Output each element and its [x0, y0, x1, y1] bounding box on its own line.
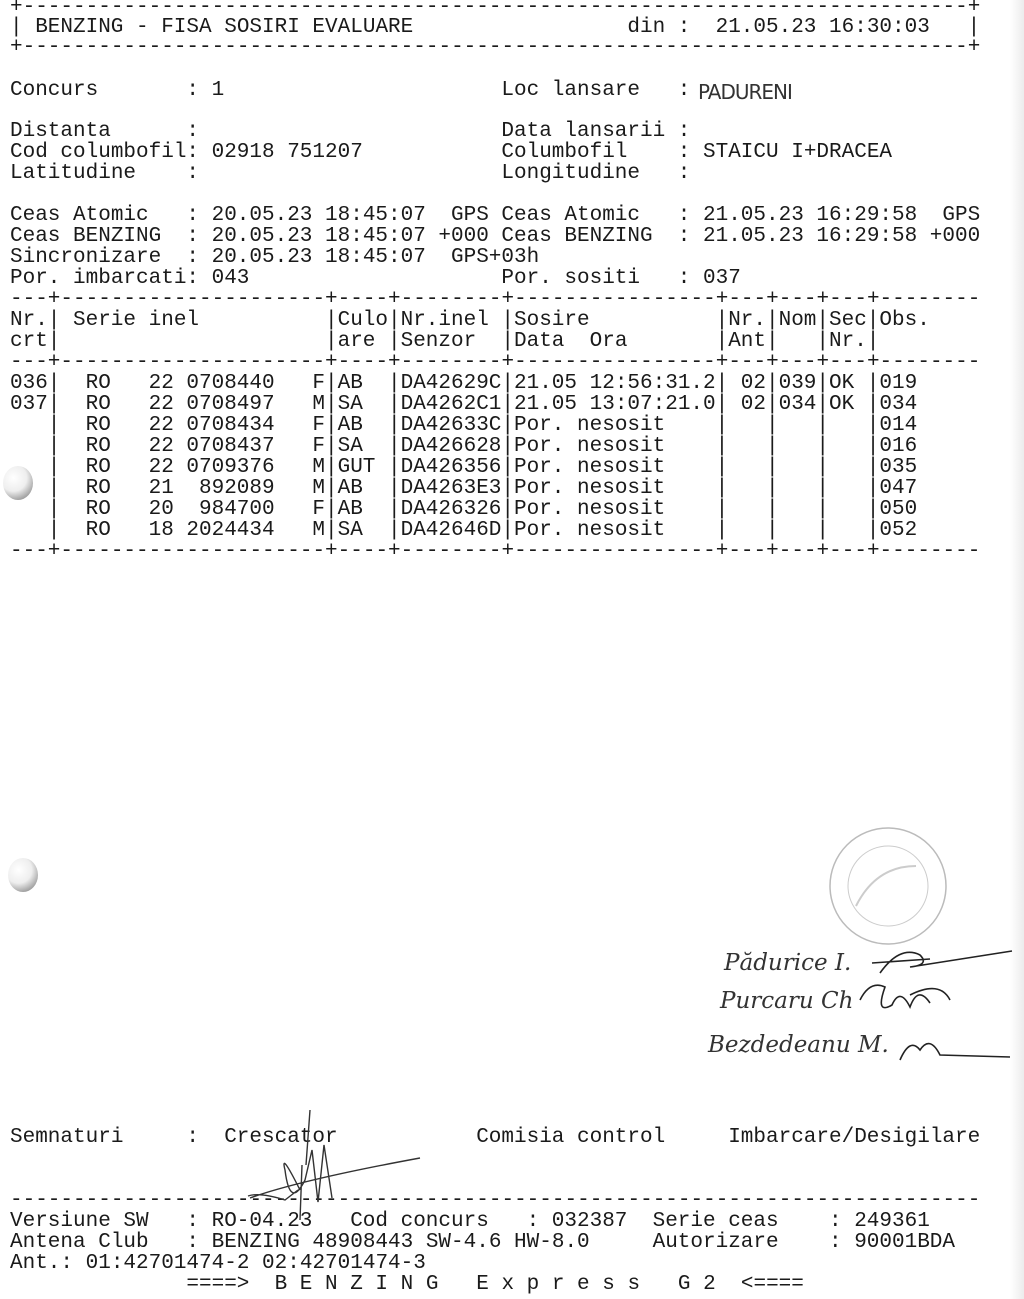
separator: | [715, 372, 729, 395]
cell-sex: M [312, 456, 325, 479]
separator: | [816, 435, 829, 458]
cell-crt: 037 [10, 393, 48, 416]
separator: | [501, 330, 514, 353]
separator: | [47, 393, 61, 416]
cell-color: AB [337, 414, 363, 437]
separator: | [766, 435, 779, 458]
date-label: din : [627, 16, 691, 39]
separator: | [47, 498, 61, 521]
separator: | [816, 372, 829, 395]
column-header: Nr. [10, 309, 48, 332]
separator: | [766, 477, 779, 500]
cell-sex: M [312, 477, 325, 500]
column-header: Nom [778, 309, 817, 332]
separator: | [816, 456, 829, 479]
separator: | [816, 330, 829, 353]
column-header: Senzor [400, 330, 477, 353]
cell-country: RO [85, 393, 111, 416]
separator: | [325, 435, 338, 458]
separator: | [766, 414, 779, 437]
cell-arrival: Por. nesosit [514, 414, 666, 437]
separator: | [501, 519, 514, 542]
separator: | [47, 330, 61, 353]
cell-sensor: DA42629C [400, 372, 502, 395]
cell-obs: 014 [879, 414, 918, 437]
separator: | [816, 393, 829, 416]
cell-year: 21 [148, 477, 174, 500]
separator: | [325, 309, 338, 332]
field-value: STAICU I+DRACEA [703, 141, 893, 164]
separator: : [677, 204, 691, 227]
separator: | [47, 309, 61, 332]
cell-color: SA [337, 519, 363, 542]
cell-color: SA [337, 393, 363, 416]
clock-suffix: GPS+03h [438, 246, 540, 269]
clock-suffix: GPS [929, 204, 981, 227]
cell-sensor: DA42633C [400, 414, 502, 437]
separator: | [766, 330, 779, 353]
separator: | [967, 16, 981, 39]
report-date: 21.05.23 16:30:03 [715, 16, 930, 39]
cell-nom: 034 [778, 393, 817, 416]
cell-color: AB [337, 372, 363, 395]
field-value: 043 [211, 267, 250, 290]
separator: : [677, 79, 691, 102]
cell-country: RO [85, 372, 111, 395]
separator: | [816, 498, 829, 521]
cell-country: RO [85, 456, 111, 479]
separator: | [866, 456, 880, 479]
handwritten-name-1: Pădurice I. [724, 950, 852, 976]
cell-obs: 035 [879, 456, 918, 479]
field-value: BENZING 48908443 SW-4.6 HW-8.0 [211, 1231, 590, 1254]
cell-ring-number: 984700 [199, 498, 275, 521]
separator: | [715, 456, 729, 479]
field-label: Latitudine [10, 162, 137, 185]
cell-sex: F [312, 372, 325, 395]
separator: ----------------------------------------------------------------------------- [10, 1189, 981, 1212]
separator: : [186, 162, 199, 185]
separator: | [766, 456, 779, 479]
separator: ---+---------------------+----+--------+----------------+---+---+---+-------- [10, 351, 981, 374]
separator: | [47, 414, 61, 437]
separator: | [47, 435, 61, 458]
column-header: crt [10, 330, 48, 353]
separator: | [766, 309, 779, 332]
field-label: Antena Club [10, 1231, 149, 1254]
clock-value: 21.05.23 16:29:58 [703, 204, 918, 227]
separator: : [186, 246, 199, 269]
column-header: Nr. [728, 309, 766, 332]
clock-suffix: GPS [438, 204, 489, 227]
cell-arrival: Por. nesosit [514, 498, 666, 521]
separator: | [388, 477, 401, 500]
cell-sensor: DA426628 [400, 435, 502, 458]
separator: | [866, 372, 880, 395]
separator: | [325, 330, 338, 353]
column-header: Serie inel [73, 309, 200, 332]
separator: | [816, 477, 829, 500]
column-header: Sosire [514, 309, 590, 332]
separator: | [866, 477, 880, 500]
separator: : [677, 225, 691, 248]
cell-year: 22 [148, 414, 174, 437]
cell-year: 18 [148, 519, 174, 542]
column-header: Nr. [829, 330, 867, 353]
field-label: Concurs [10, 79, 99, 102]
field-value: RO-04.23 [211, 1210, 313, 1233]
separator: : [829, 1210, 842, 1233]
separator: | [715, 477, 729, 500]
separator: | [816, 414, 829, 437]
field-label: Loc lansare [501, 79, 641, 102]
field-label: Semnaturi [10, 1126, 124, 1149]
field-label: Cod concurs [350, 1210, 489, 1233]
separator: | [715, 498, 729, 521]
cell-ring-number: 0708434 [186, 414, 275, 437]
cell-arrival: Por. nesosit [514, 477, 666, 500]
separator: | [501, 435, 514, 458]
separator: | [866, 498, 880, 521]
signature-label-boarding: Imbarcare/Desigilare [728, 1126, 981, 1149]
separator: | [388, 519, 401, 542]
antenna-line: Ant.: 01:42701474-2 02:42701474-3 [10, 1252, 426, 1275]
field-label: Autorizare [652, 1231, 779, 1254]
separator: : [677, 120, 691, 143]
clock-suffix: +000 [929, 225, 981, 248]
cell-antenna: 02 [740, 393, 767, 416]
cell-sex: F [312, 498, 325, 521]
field-label: Serie ceas [652, 1210, 779, 1233]
separator: : [186, 1210, 199, 1233]
clock-label: Ceas Atomic [10, 204, 149, 227]
column-header: Culo [337, 309, 389, 332]
cell-arrival: Por. nesosit [514, 435, 666, 458]
separator: : [186, 204, 199, 227]
cell-color: AB [337, 498, 363, 521]
signature-label-committee: Comisia control [476, 1126, 666, 1149]
cell-sensor: DA426326 [400, 498, 502, 521]
separator: | [325, 498, 338, 521]
report-title: BENZING - FISA SOSIRI EVALUARE [35, 16, 414, 39]
column-header: Ant [728, 330, 766, 353]
clock-value: 21.05.23 16:29:58 [703, 225, 918, 248]
separator: : [829, 1231, 842, 1254]
separator: : [186, 1231, 199, 1254]
cell-sensor: DA426356 [400, 456, 502, 479]
separator: : [677, 141, 691, 164]
cell-obs: 019 [879, 372, 918, 395]
punch-hole [3, 466, 33, 500]
cell-sex: F [312, 435, 325, 458]
cell-arrival: Por. nesosit [514, 519, 666, 542]
cell-arrival: 21.05 12:56:31.2 [514, 372, 716, 395]
cell-ring-number: 0708497 [186, 393, 275, 416]
separator: | [766, 498, 779, 521]
cell-year: 22 [148, 393, 174, 416]
separator: +---------------------------------------------------------------------------+ [10, 36, 981, 59]
separator: : [677, 267, 691, 290]
separator: | [325, 456, 338, 479]
separator: | [47, 519, 61, 542]
separator: | [766, 372, 779, 395]
cell-sensor: DA4262C1 [400, 393, 502, 416]
separator: ---+---------------------+----+--------+----------------+---+---+---+-------- [10, 540, 981, 563]
separator: | [388, 456, 401, 479]
cell-arrival: 21.05 13:07:21.0 [514, 393, 716, 416]
cell-sec: OK [829, 372, 855, 395]
separator: | [325, 519, 338, 542]
separator: : [186, 225, 199, 248]
separator: | [325, 393, 338, 416]
cell-nom: 039 [778, 372, 817, 395]
cell-ring-number: 0709376 [186, 456, 275, 479]
separator: : [186, 141, 199, 164]
separator: : [526, 1210, 540, 1233]
separator: | [501, 414, 514, 437]
separator: : [677, 162, 691, 185]
cell-obs: 047 [879, 477, 918, 500]
cell-sex: M [312, 393, 325, 416]
clock-label: Ceas BENZING [10, 225, 162, 248]
separator: | [501, 456, 514, 479]
separator: | [47, 477, 61, 500]
clock-label: Sincronizare [10, 246, 162, 269]
signature-label-breeder: Crescator [224, 1126, 338, 1149]
separator: | [866, 435, 880, 458]
clock-label: Ceas Atomic [501, 204, 641, 227]
clock-label: Ceas BENZING [501, 225, 653, 248]
separator: | [388, 309, 401, 332]
field-label: Longitudine [501, 162, 641, 185]
banner-text: ====> B E N Z I N G E x p r e s s G 2 <==== [186, 1273, 804, 1296]
column-header: Data Ora [514, 330, 628, 353]
field-label: Por. sositi [501, 267, 641, 290]
field-value: 1 [211, 79, 225, 102]
breeder-signature [240, 1110, 440, 1220]
cell-antenna: 02 [740, 372, 767, 395]
separator: | [866, 330, 880, 353]
cell-country: RO [85, 498, 111, 521]
cell-country: RO [85, 435, 111, 458]
cell-ring-number: 0708440 [186, 372, 275, 395]
handwritten-name-3: Bezdedeanu M. [708, 1032, 889, 1058]
separator: | [501, 498, 514, 521]
field-value: 249361 [854, 1210, 930, 1233]
clock-value: 20.05.23 18:45:07 [211, 225, 426, 248]
field-value: 032387 [551, 1210, 628, 1233]
clock-value: 20.05.23 18:45:07 [211, 204, 426, 227]
cell-country: RO [85, 519, 111, 542]
separator: | [715, 393, 729, 416]
column-header: Nr.inel [400, 309, 489, 332]
field-value: 02918 751207 [211, 141, 363, 164]
separator: | [501, 477, 514, 500]
separator: | [866, 309, 880, 332]
cell-crt: 036 [10, 372, 48, 395]
column-header: Obs. [879, 309, 930, 332]
separator: | [766, 519, 779, 542]
separator: : [186, 267, 199, 290]
separator: : [186, 79, 199, 102]
separator: | [715, 330, 729, 353]
cell-year: 22 [148, 435, 174, 458]
cell-country: RO [85, 414, 111, 437]
field-label: Por. imbarcati [10, 267, 187, 290]
separator: | [325, 372, 338, 395]
separator: | [325, 477, 338, 500]
cell-ring-number: 892089 [199, 477, 275, 500]
cell-obs: 050 [879, 498, 918, 521]
separator: | [501, 309, 514, 332]
separator: | [715, 519, 729, 542]
column-header: are [337, 330, 376, 353]
cell-color: SA [337, 435, 363, 458]
cell-sec: OK [829, 393, 855, 416]
separator: | [47, 372, 61, 395]
cell-obs: 034 [879, 393, 918, 416]
cell-sex: M [312, 519, 325, 542]
cell-sensor: DA4263E3 [400, 477, 502, 500]
column-header: Sec [829, 309, 867, 332]
cell-country: RO [85, 477, 111, 500]
separator: | [715, 414, 729, 437]
separator: +---------------------------------------------------------------------------+ [10, 0, 981, 19]
cell-sex: F [312, 414, 325, 437]
separator: | [10, 16, 23, 39]
cell-arrival: Por. nesosit [514, 456, 666, 479]
separator: ---+---------------------+----+--------+----------------+---+---+---+-------- [10, 288, 981, 311]
handwritten-name-2: Purcaru Ch [720, 988, 854, 1014]
separator: | [866, 393, 880, 416]
cell-color: AB [337, 477, 363, 500]
cell-obs: 052 [879, 519, 918, 542]
cell-year: 22 [148, 456, 174, 479]
separator: | [388, 372, 401, 395]
separator: | [866, 519, 880, 542]
cell-obs: 016 [879, 435, 918, 458]
cell-year: 22 [148, 372, 174, 395]
handwritten-loc-lansare: PADURENI [698, 80, 792, 104]
field-label: Data lansarii [501, 120, 666, 143]
separator: | [388, 498, 401, 521]
separator: | [816, 519, 829, 542]
separator: | [388, 414, 401, 437]
committee-signatures [840, 925, 1020, 1065]
cell-sensor: DA42646D [400, 519, 502, 542]
separator: : [186, 1126, 199, 1149]
field-label: Columbofil [501, 141, 628, 164]
separator: | [715, 309, 729, 332]
field-label: Distanta [10, 120, 111, 143]
separator: | [715, 435, 729, 458]
cell-ring-number: 2024434 [186, 519, 275, 542]
scan-edge-shadow [1010, 0, 1024, 1299]
field-label: Cod columbofil [10, 141, 187, 164]
separator: | [47, 456, 61, 479]
separator: | [388, 330, 401, 353]
clock-suffix: +000 [438, 225, 489, 248]
field-value: 90001BDA [854, 1231, 956, 1254]
cell-ring-number: 0708437 [186, 435, 275, 458]
separator: | [501, 372, 514, 395]
cell-year: 20 [148, 498, 174, 521]
punch-hole [8, 858, 38, 892]
cell-color: GUT [337, 456, 376, 479]
separator: : [186, 120, 199, 143]
field-value: 037 [703, 267, 741, 290]
separator: | [766, 393, 779, 416]
separator: | [866, 414, 880, 437]
separator: | [388, 393, 401, 416]
field-label: Versiune SW [10, 1210, 149, 1233]
separator: | [501, 393, 514, 416]
separator: | [388, 435, 401, 458]
separator: | [325, 414, 338, 437]
separator: | [816, 309, 829, 332]
clock-value: 20.05.23 18:45:07 [211, 246, 426, 269]
